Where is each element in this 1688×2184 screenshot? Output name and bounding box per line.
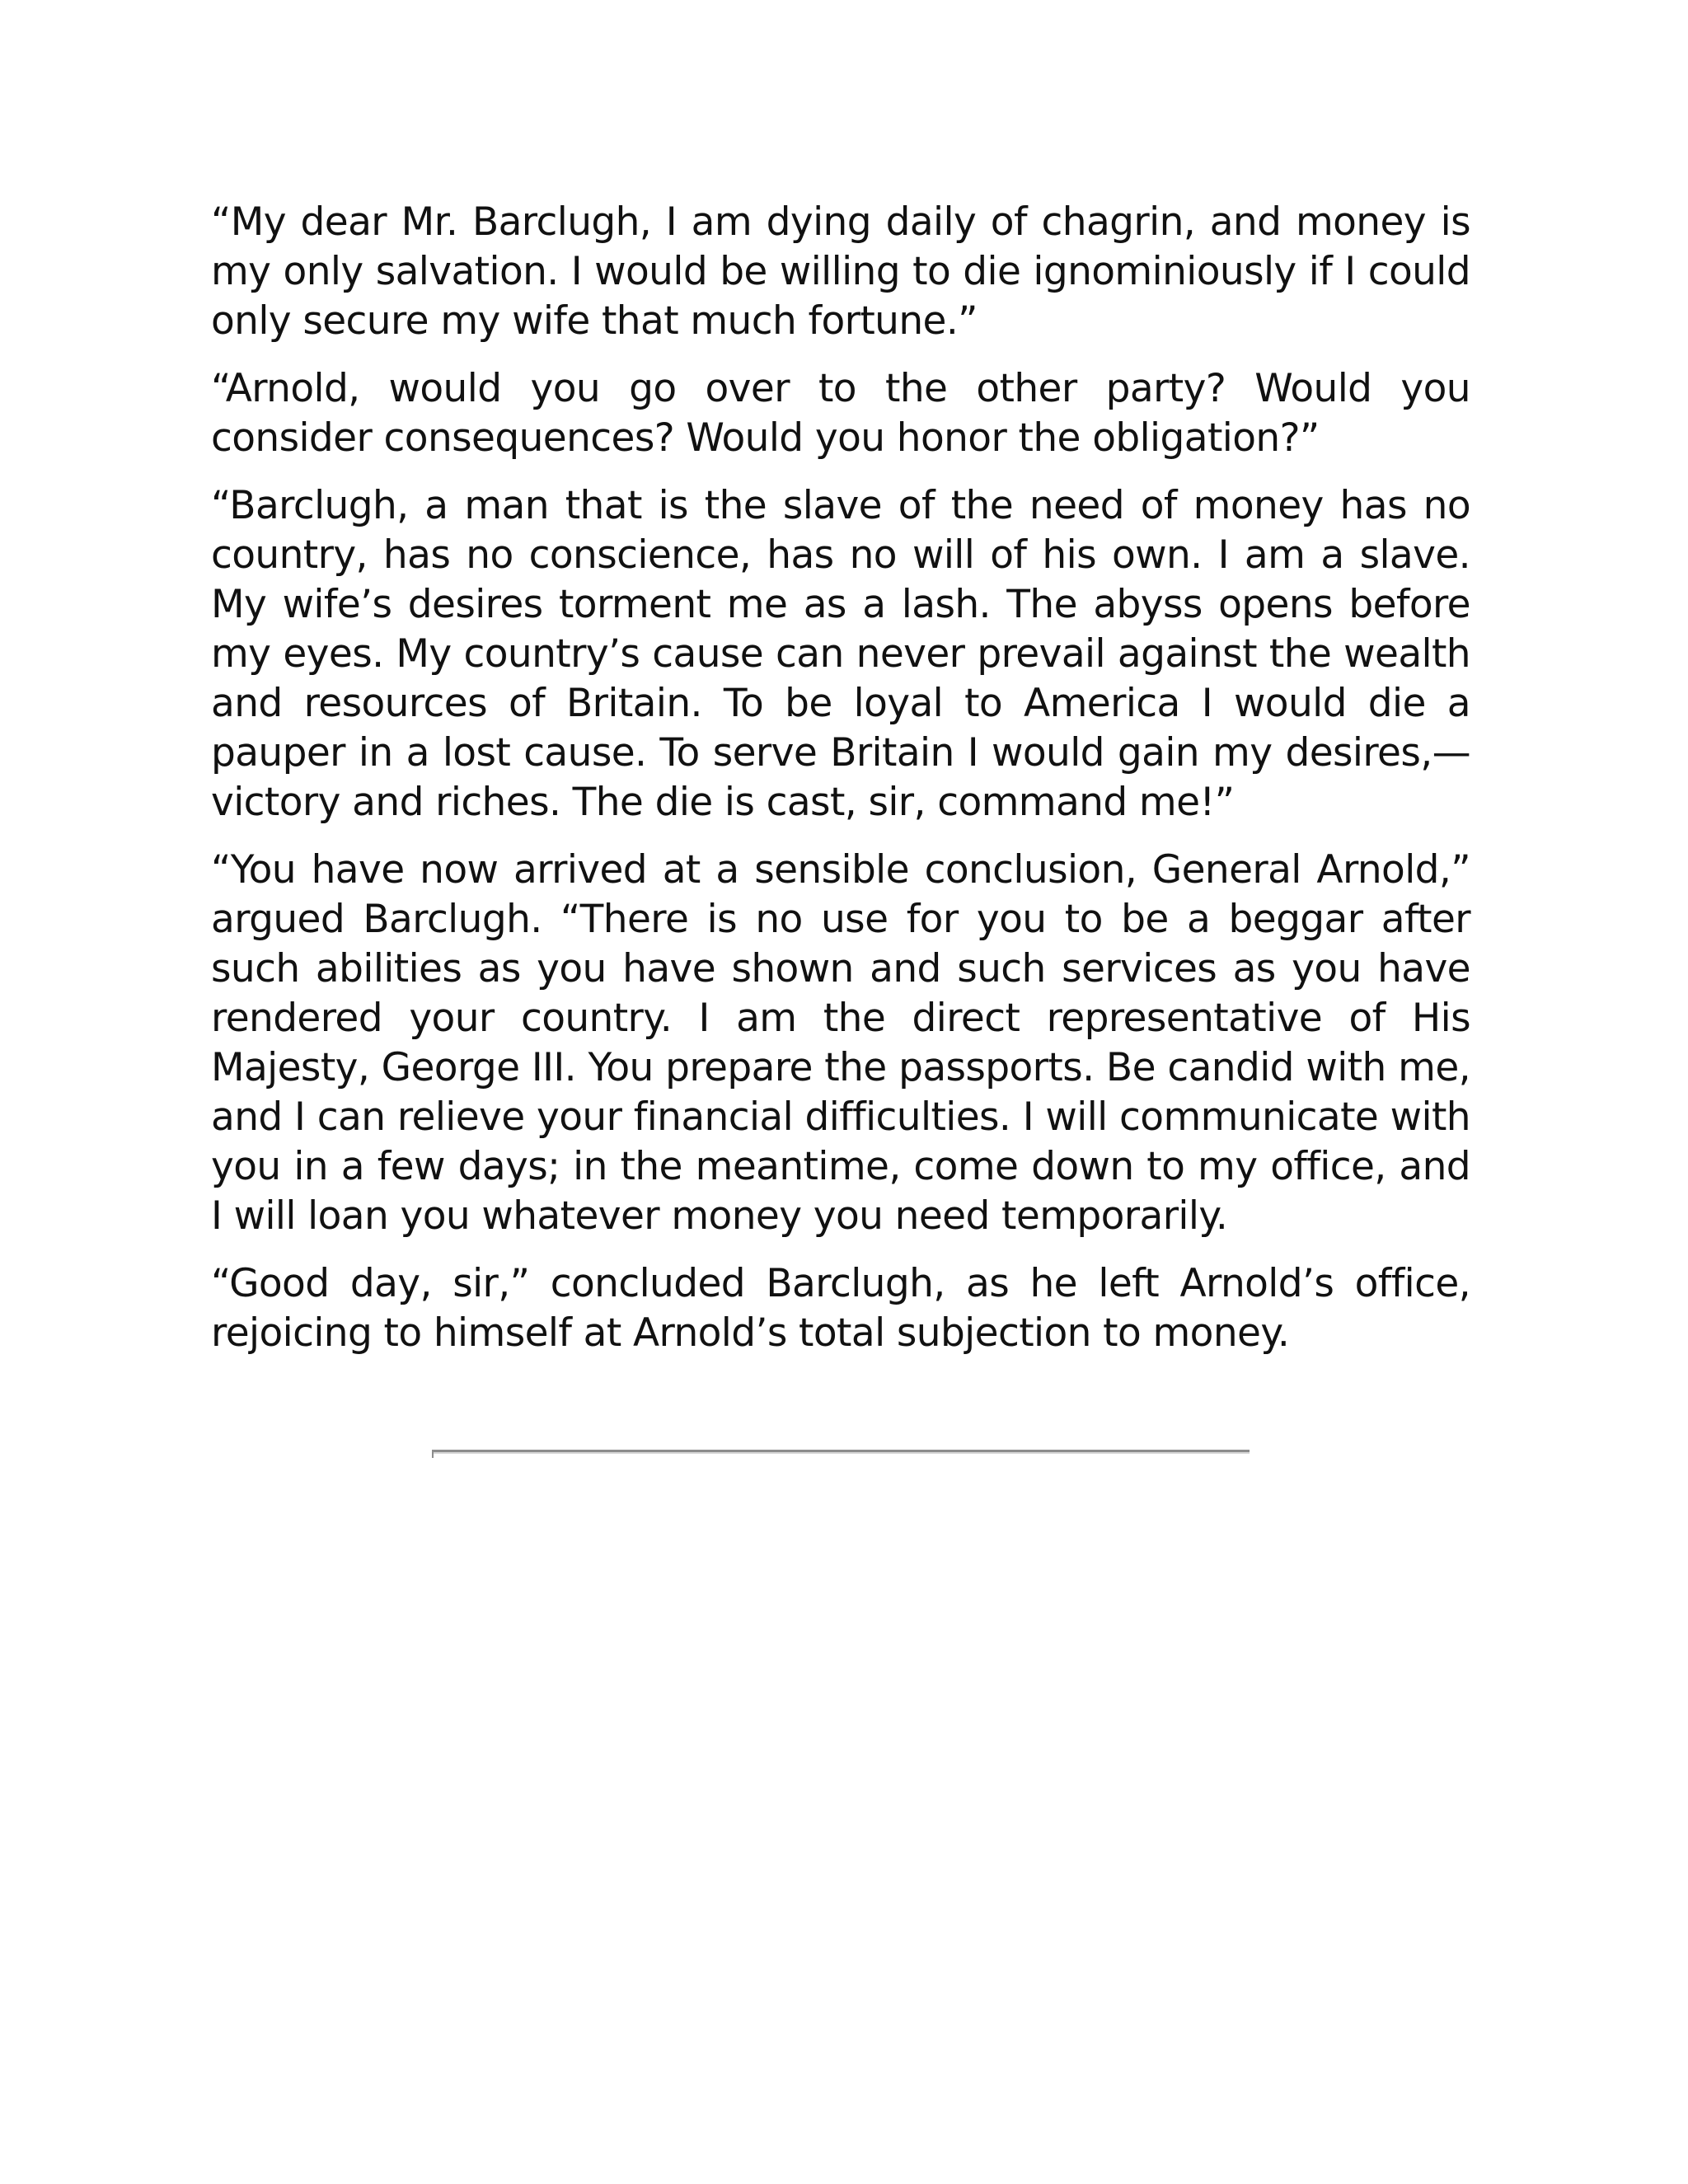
section-divider xyxy=(432,1450,1250,1454)
paragraph: “Good day, sir,” concluded Barclugh, as he left Arnold’s office, rejoicing to himself at Arnold’s total subjection to money. xyxy=(211,1261,1470,1356)
paragraph: “You have now arrived at a sensible conclusion, General Arnold,” argued Barclugh. “There is no use for you to be a beggar after such abilities as you have shown and such services as you have rendered your country. I am the direct representative of His Majesty, George III. You prepare the passports. Be candid with me, and I can relieve your financial difficulties. I will communicate with you in a few days; in the meantime, come down to my office, and I will loan you whatever money you need temporarily. xyxy=(211,847,1470,1239)
paragraph: “Barclugh, a man that is the slave of the need of money has no country, has no conscience, has no will of his own. I am a slave. My wife’s desires torment me as a lash. The abyss opens before my eyes. My country’s cause can never prevail against the wealth and resources of Britain. To be loyal to America I would die a pauper in a lost cause. To serve Britain I would gain my desires,—victory and riches. The die is cast, sir, command me!” xyxy=(211,483,1470,825)
paragraph: “My dear Mr. Barclugh, I am dying daily of chagrin, and money is my only salvation. I would be willing to die ignominiously if I could only secure my wife that much fortune.” xyxy=(211,199,1470,344)
paragraph: “Arnold, would you go over to the other party? Would you consider consequences? Would you honor the obligation?” xyxy=(211,366,1470,461)
page-body xyxy=(211,198,1470,1376)
